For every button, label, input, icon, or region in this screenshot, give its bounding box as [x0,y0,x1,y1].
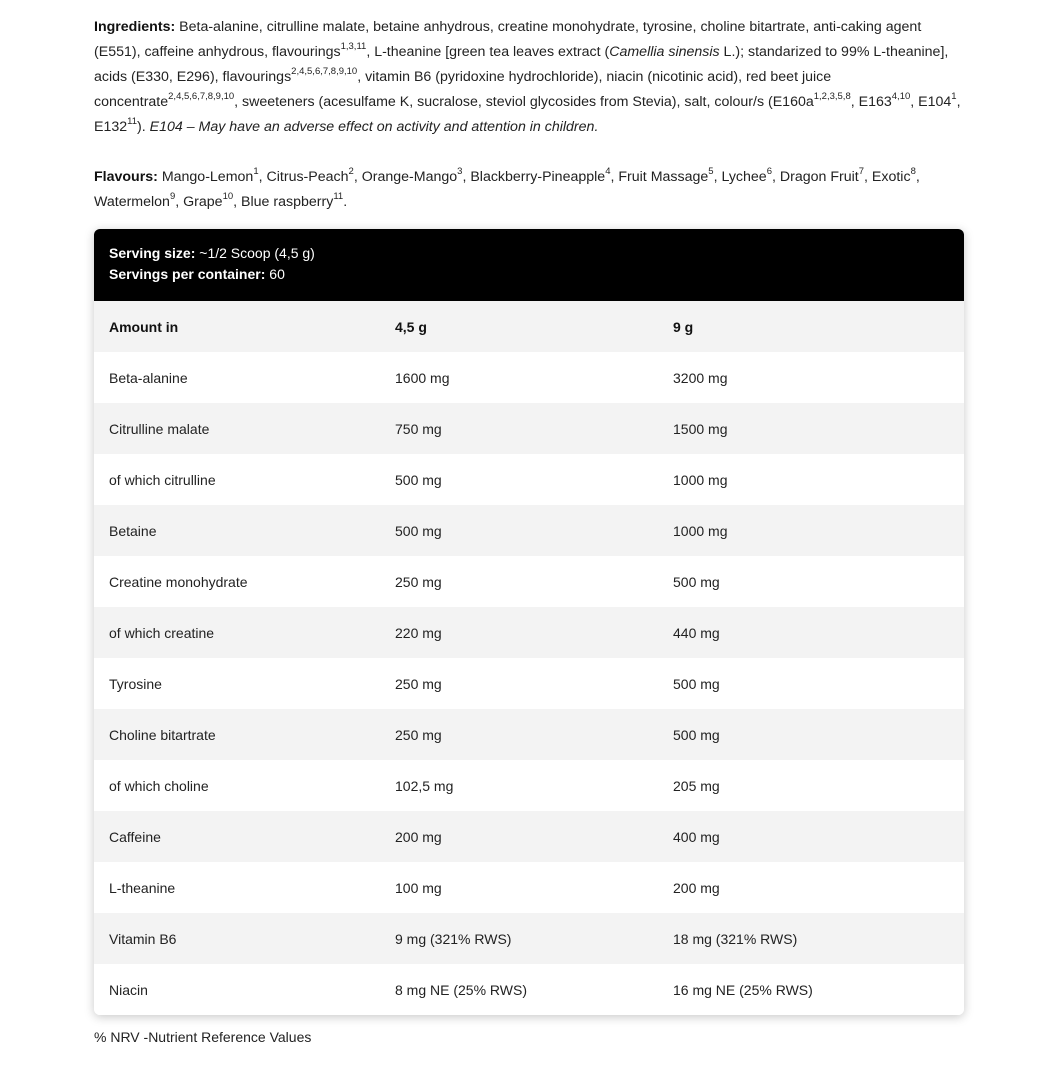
e104-warning: E104 – May have an adverse effect on activity and attention in children. [149,119,599,135]
footnote-marker: 9 [169,191,176,203]
amount-9g-cell: 200 mg [673,879,720,896]
serving-size-value: ~1/2 Scoop (4,5 g) [195,245,315,261]
footnote-marker: 10 [222,191,234,203]
table-row [94,556,964,607]
amount-9g-cell: 3200 mg [673,369,728,386]
table-row [94,709,964,760]
amount-9g-cell: 205 mg [673,777,720,794]
footnote-marker: 7 [858,166,865,178]
footnote-marker: 2,4,5,6,7,8,9,10 [168,91,235,103]
flavour-list [94,166,920,210]
flavours-label: Flavours: [94,169,158,185]
amount-4-5g-cell: 1600 mg [395,369,450,386]
separator: , [915,169,920,185]
footnote-marker: 11 [333,191,344,203]
amount-4-5g-cell: 102,5 mg [395,777,454,794]
nutrient-name-cell: Niacin [109,981,148,998]
column-header-amount: Amount in [109,318,179,335]
servings-label: Servings per container: [109,266,266,282]
ingredients-text: , E132 [94,94,961,135]
amount-4-5g-cell: 200 mg [395,828,442,845]
nutrient-name-cell: Citrulline malate [109,420,210,437]
flavour-name: Lychee [721,169,767,185]
amount-9g-cell: 18 mg (321% RWS) [673,930,798,947]
column-header-9g: 9 g [673,318,694,335]
amount-4-5g-cell: 750 mg [395,420,442,437]
flavour-name: Mango-Lemon [161,169,254,185]
table-body [94,301,964,1015]
table-row [94,811,964,862]
nutrition-table [94,229,964,1015]
footnote-marker: 1 [951,91,957,103]
footnote-marker: 6 [766,166,772,178]
nutrient-name-cell: L-theanine [109,879,176,896]
ingredients-label: Ingredients: [94,19,176,35]
amount-4-5g-cell: 500 mg [395,522,442,539]
separator: , [462,169,471,185]
serving-size-label: Serving size: [109,245,196,261]
amount-4-5g-cell: 250 mg [395,726,442,743]
amount-9g-cell: 440 mg [673,624,720,641]
separator: , [258,169,267,185]
separator: , [864,169,872,185]
footnote-marker: 1,2,3,5,8 [813,91,851,103]
separator: , [175,194,184,210]
table-row [94,658,964,709]
flavour-name: Blackberry-Pineapple [470,169,606,185]
nutrient-name-cell: Vitamin B6 [109,930,177,947]
nutrient-name-cell: Choline bitartrate [109,726,216,743]
nutrient-name-cell: Tyrosine [109,675,162,692]
table-row [94,607,964,658]
ingredients-text: ). [137,119,150,135]
amount-9g-cell: 1500 mg [673,420,728,437]
table-header-row [94,301,964,352]
separator: , [353,169,362,185]
servings-per-container [109,264,949,285]
table-row [94,505,964,556]
amount-9g-cell: 500 mg [673,675,720,692]
nutrient-name-cell: of which creatine [109,624,215,641]
footnote-marker: 3 [457,166,463,178]
footnote-marker: 1 [253,166,259,178]
flavour-name: Grape [183,194,223,210]
separator: , [771,169,780,185]
ingredients-text: Beta-alanine, citrulline malate, betaine anhydrous, creatine monohydrate, tyrosine, choline bitartrate, anti-caking agent (E551), caffeine anhydrous, flavourings [94,19,922,60]
amount-9g-cell: 1000 mg [673,522,728,539]
latin-name: Camellia sinensis [609,44,720,60]
serving-info-header [94,229,964,301]
table-row [94,862,964,913]
ingredients-text: , L-theanine [green tea leaves extract ( [366,44,610,60]
nutrient-name-cell: Beta-alanine [109,369,188,386]
flavour-name: Watermelon [94,194,170,210]
flavour-name: Dragon Fruit [779,169,859,185]
serving-size [109,243,949,264]
amount-9g-cell: 400 mg [673,828,720,845]
separator: , [610,169,619,185]
footnote-marker: 5 [708,166,714,178]
amount-4-5g-cell: 9 mg (321% RWS) [395,930,512,947]
amount-9g-cell: 1000 mg [673,471,728,488]
footnote-marker: 2,4,5,6,7,8,9,10 [291,66,358,78]
nutrient-name-cell: Creatine monohydrate [109,573,248,590]
servings-value: 60 [265,266,285,282]
table-row [94,454,964,505]
footnote-marker: 2 [348,166,354,178]
flavour-name: Blue raspberry [241,194,334,210]
footnote-marker: 11 [127,116,138,128]
amount-4-5g-cell: 250 mg [395,573,442,590]
separator: . [343,194,348,210]
table-row [94,403,964,454]
flavour-name: Orange-Mango [361,169,458,185]
flavour-name: Citrus-Peach [266,169,349,185]
amount-4-5g-cell: 500 mg [395,471,442,488]
table-row [94,913,964,964]
amount-9g-cell: 500 mg [673,573,720,590]
footnote-marker: 8 [910,166,916,178]
table-row [94,760,964,811]
footnote-marker: 4 [605,166,611,178]
nutrient-name-cell: Caffeine [109,828,161,845]
amount-9g-cell: 16 mg NE (25% RWS) [673,981,813,998]
amount-4-5g-cell: 220 mg [395,624,442,641]
table-row [94,352,964,403]
nrv-footnote: % NRV -Nutrient Reference Values [94,1029,312,1045]
table-row [94,964,964,1015]
footnote-marker: 4,10 [891,91,911,103]
flavours-paragraph [94,165,961,215]
nutrient-name-cell: of which citrulline [109,471,216,488]
flavour-name: Fruit Massage [618,169,709,185]
column-header-4-5g: 4,5 g [395,318,427,335]
nutrient-name-cell: of which choline [109,777,209,794]
ingredients-paragraph [94,15,961,140]
ingredients-text: , sweeteners (acesulfame K, sucralose, steviol glycosides from Stevia), salt, colour/s (E160a [234,94,814,110]
nutrient-name-cell: Betaine [109,522,157,539]
separator: , [713,169,722,185]
amount-9g-cell: 500 mg [673,726,720,743]
ingredients-text: L.); standarized to 99% L-theanine], acids (E330, E296), flavourings [94,44,949,85]
ingredients-text: , vitamin B6 (pyridoxine hydrochloride), niacin (nicotinic acid), red beet juice concentrate [94,69,832,110]
flavour-name: Exotic [871,169,911,185]
separator: , [233,194,242,210]
amount-4-5g-cell: 100 mg [395,879,442,896]
footnote-marker: 1,3,11 [340,41,367,53]
amount-4-5g-cell: 250 mg [395,675,442,692]
ingredients-text: , E163 [850,94,892,110]
ingredients-text: , E104 [910,94,952,110]
amount-4-5g-cell: 8 mg NE (25% RWS) [395,981,527,998]
